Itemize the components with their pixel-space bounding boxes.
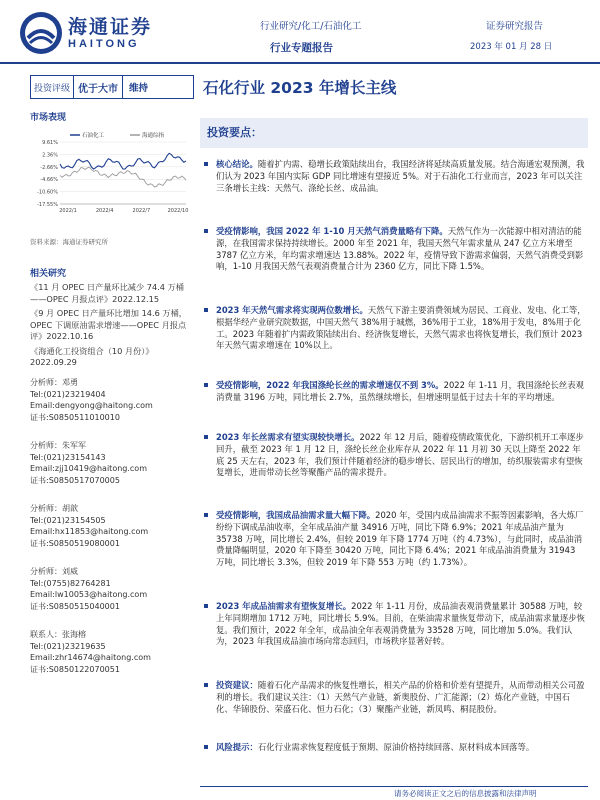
y-tick-label: 2.36%	[42, 152, 58, 159]
x-tick-label: 2022/7	[132, 208, 151, 214]
key-point-lead: 投资建议：	[216, 680, 258, 690]
analyst-name: 分析师：刘威	[30, 567, 78, 576]
key-point	[204, 305, 586, 352]
report-category: 行业研究/化工/石油化工	[260, 21, 362, 32]
key-point	[204, 380, 586, 404]
investment-rating	[30, 75, 194, 99]
series-line-haitong-index	[60, 167, 186, 187]
bullet-icon	[204, 229, 208, 233]
key-points-heading: 投资要点：	[207, 126, 262, 139]
key-point-text: 2020 年，受国内成品油需求不振等因素影响，各大炼厂纷纷下调成品油收率，全年成品油产量 34916 万吨，同比下降 6.9%；2021 年成品油产量为 35738 万吨，同比增长 2.4%，但较 2019 年下降 1774 万吨（约 4.73%），与此同时，成品油消费量降幅明显，2020 年下降至 30420 万吨，同比下降 6.4%；2021 年成品油消费量为 31943 万吨，同比增长 3.3%，但较 2019 年下降 553 万吨（约 1.73%）。	[216, 510, 584, 568]
key-point-text: 2022 年 1-11 月份，成品油表观消费量累计 30588 万吨，较上年同期增加 1712 万吨，同比增长 5.9%。目前，在柴油需求量恢复带动下，成品油需求量逐步恢复。我们预计，2022 年全年，成品油全年表观消费量为 33528 万吨，同比增加 5.0%。我们认为，2023 年我国成品油市场向常态回归，市场秩序显著好转。	[216, 601, 585, 647]
rating-label: 投资评级	[31, 76, 74, 98]
analyst-cert: 证书:S0850515040001	[30, 601, 120, 611]
analyst-name: 分析师：朱军军	[30, 441, 86, 450]
market-heading: 市场表现	[30, 113, 67, 123]
key-point	[204, 742, 586, 754]
key-point-lead: 风险提示：	[216, 742, 258, 752]
y-tick-label: -4.66%	[40, 177, 58, 184]
rating-status: 维持	[129, 83, 149, 94]
analyst-phone: Tel:(021)23219404	[30, 389, 106, 399]
analyst-phone: Tel:(021)23154505	[30, 515, 106, 525]
bullet-icon	[204, 383, 208, 387]
footer-disclaimer[interactable]: 请务必阅读正文之后的信息披露和法律声明	[394, 789, 537, 798]
legend-label: 海通综指	[142, 133, 165, 139]
analyst-name: 联系人：张海榕	[30, 630, 86, 639]
rating-value: 优于大市	[74, 76, 123, 98]
key-point-lead: 受疫情影响，我国 2022 年 1-10 月天然气消费量略有下降。	[216, 226, 448, 236]
key-point-text: 石化行业需求恢复程度低于预期、原油价格持续回落、原材料成本回落等。	[257, 742, 535, 752]
analyst-phone: Tel:(021)23219635	[30, 641, 106, 651]
key-point-lead: 2023 年成品油需求有望恢复增长。	[216, 601, 352, 611]
analyst-cert: 证书:S0850517070005	[30, 475, 120, 485]
analyst-name: 分析师：邓勇	[30, 378, 78, 387]
y-tick-label: 9.61%	[42, 140, 58, 146]
analyst-cert: 证书:S0850511010010	[30, 412, 120, 422]
market-performance-chart	[30, 130, 192, 216]
key-point-text: 随着扩内需、稳增长政策陆续出台，我国经济将延续高质量发展。结合海通宏观预测，我们认为 2023 年国内实际 GDP 同比增速有望接近 5%。对于石油化工行业而言，2023 年可以关注三条增长主线：天然气、涤纶长丝、成品油。	[216, 159, 585, 193]
analyst-block	[30, 566, 192, 612]
analyst-email[interactable]: Email:zhr14674@haitong.com	[30, 653, 151, 662]
y-tick-label: -17.55%	[37, 202, 58, 208]
logo-chinese-name: 海通证券	[68, 16, 153, 38]
x-tick-label: 2022/1	[59, 208, 77, 214]
related-research	[30, 266, 192, 369]
key-point-lead: 2023 年长丝需求有望实现较快增长。	[216, 432, 360, 442]
analyst-name: 分析师：胡歆	[30, 504, 78, 513]
key-point-text: 2022 年 12 月后，随着疫情政策优化，下游织机开工率逐步回升，截至 2023 年 1 月 12 日，涤纶长丝企业库存从 2022 年 11 月初 30 天以上降至 2022 年底 25 天左右，2023 年，我们预计伴随着经济的稳步增长、居民出行的增加，纺织服装需求有望恢复增长，进而带动长丝等聚酯产品的需求提升。	[216, 432, 584, 478]
key-point-text: 天然气作为一次能源中相对清洁的能源，在我国需求保持持续增长。2000 年至 2021 年，我国天然气年需求量从 247 亿立方米增至 3787 亿立方米，年均需求增速达 13.88%。2022 年，疫情导致下游需求偏弱，天然气消费受到影响，1-10 月我国天然气表观消费量合计为 2360 亿方，同比下降 1.5%。	[216, 226, 584, 272]
bullet-icon	[204, 308, 208, 312]
key-point-text: 随着石化产品需求的恢复性增长，相关产品的价格和价差有望提升，从而带动相关公司盈利的增长。我们建议关注：（1）天然气产业链，新奥股份、广汇能源；（2）炼化产业链，中国石化、华锦股份、荣盛石化、恒力石化；（3）聚酯产业链，新凤鸣、桐昆股份。	[216, 680, 585, 714]
bullet-icon	[204, 162, 208, 166]
key-point	[204, 226, 586, 273]
key-point-text: 2022 年 1-11 月，我国涤纶长丝表观消费量 3196 万吨，同比增长 2.7%，虽然继续增长，但增速明显低于过去十年的平均增速。	[216, 380, 585, 402]
bullet-icon	[204, 604, 208, 608]
x-tick-label: 2022/4	[95, 208, 114, 214]
related-item[interactable]: 《海通化工投资组合（10 月份）》2022.09.29	[30, 345, 154, 367]
related-item[interactable]: 《9 月 OPEC 日产量环比增加 14.6 万桶，OPEC 下调原油需求增速——OPEC 月报点评》2022.10.16	[30, 308, 187, 341]
bullet-icon	[204, 745, 208, 749]
analyst-block	[30, 503, 192, 549]
haitong-logo-icon	[18, 10, 64, 56]
analyst-phone: Tel:(0755)82764281	[30, 578, 111, 588]
analyst-email[interactable]: Email:zjj10419@haitong.com	[30, 464, 147, 473]
report-label: 证券研究报告	[486, 21, 544, 32]
y-tick-label: -10.60%	[37, 189, 58, 196]
key-point	[204, 601, 586, 648]
analyst-cert: 证书:S0850519080001	[30, 538, 120, 548]
analyst-block	[30, 629, 192, 675]
bullet-icon	[204, 513, 208, 517]
related-item[interactable]: 《11 月 OPEC 日产量环比减少 74.4 万桶——OPEC 月报点评》2022.12.15	[30, 282, 184, 304]
analyst-phone: Tel:(021)23154143	[30, 452, 106, 462]
key-point	[204, 432, 586, 479]
key-point	[204, 680, 586, 715]
related-heading: 相关研究	[30, 269, 67, 279]
bullet-icon	[204, 683, 208, 687]
bullet-icon	[204, 435, 208, 439]
chart-source: 资料来源：海通证券研究所	[30, 238, 108, 246]
footer-divider	[200, 786, 588, 787]
x-tick-label: 2022/10	[167, 208, 189, 214]
analyst-email[interactable]: Email:hx11853@haitong.com	[30, 527, 149, 536]
analyst-block	[30, 440, 192, 486]
logo-english-name: HAITONG	[68, 38, 140, 50]
legend-label: 石油化工	[82, 133, 105, 139]
page-title: 石化行业 2023 年增长主线	[203, 79, 397, 97]
logo	[18, 10, 168, 58]
key-point-lead: 2023 年天然气需求将实现两位数增长。	[216, 305, 368, 315]
y-tick-label: -2.66%	[40, 164, 58, 171]
analyst-cert: 证书:S0850122070051	[30, 664, 120, 674]
header-divider	[0, 62, 600, 64]
report-date: 2023 年 01 月 28 日	[470, 42, 553, 52]
report-type: 行业专题报告	[270, 42, 333, 54]
key-point-lead: 受疫情影响，2022 年我国涤纶长丝的需求增速仅不到 3%。	[216, 380, 444, 390]
key-point-text: 天然气下游主要消费领域为居民、工商业、发电、化工等，根据华经产业研究院数据，中国天然气 38%用于城燃，36%用于工业，18%用于发电，8%用于化工。2023 年随着扩内需政策陆续出台、经济恢复增长，天然气需求也将恢复增长，我们预计 2023 年天然气需求增速在 10%以上。	[216, 305, 586, 351]
key-point	[204, 159, 586, 194]
analyst-block	[30, 377, 192, 423]
analyst-email[interactable]: Email:dengyong@haitong.com	[30, 401, 153, 410]
analyst-email[interactable]: Email:lw10053@haitong.com	[30, 590, 148, 599]
key-point-lead: 受疫情影响，我国成品油需求量大幅下降。	[216, 510, 376, 520]
key-point-lead: 核心结论。	[216, 159, 258, 169]
key-point	[204, 510, 586, 569]
